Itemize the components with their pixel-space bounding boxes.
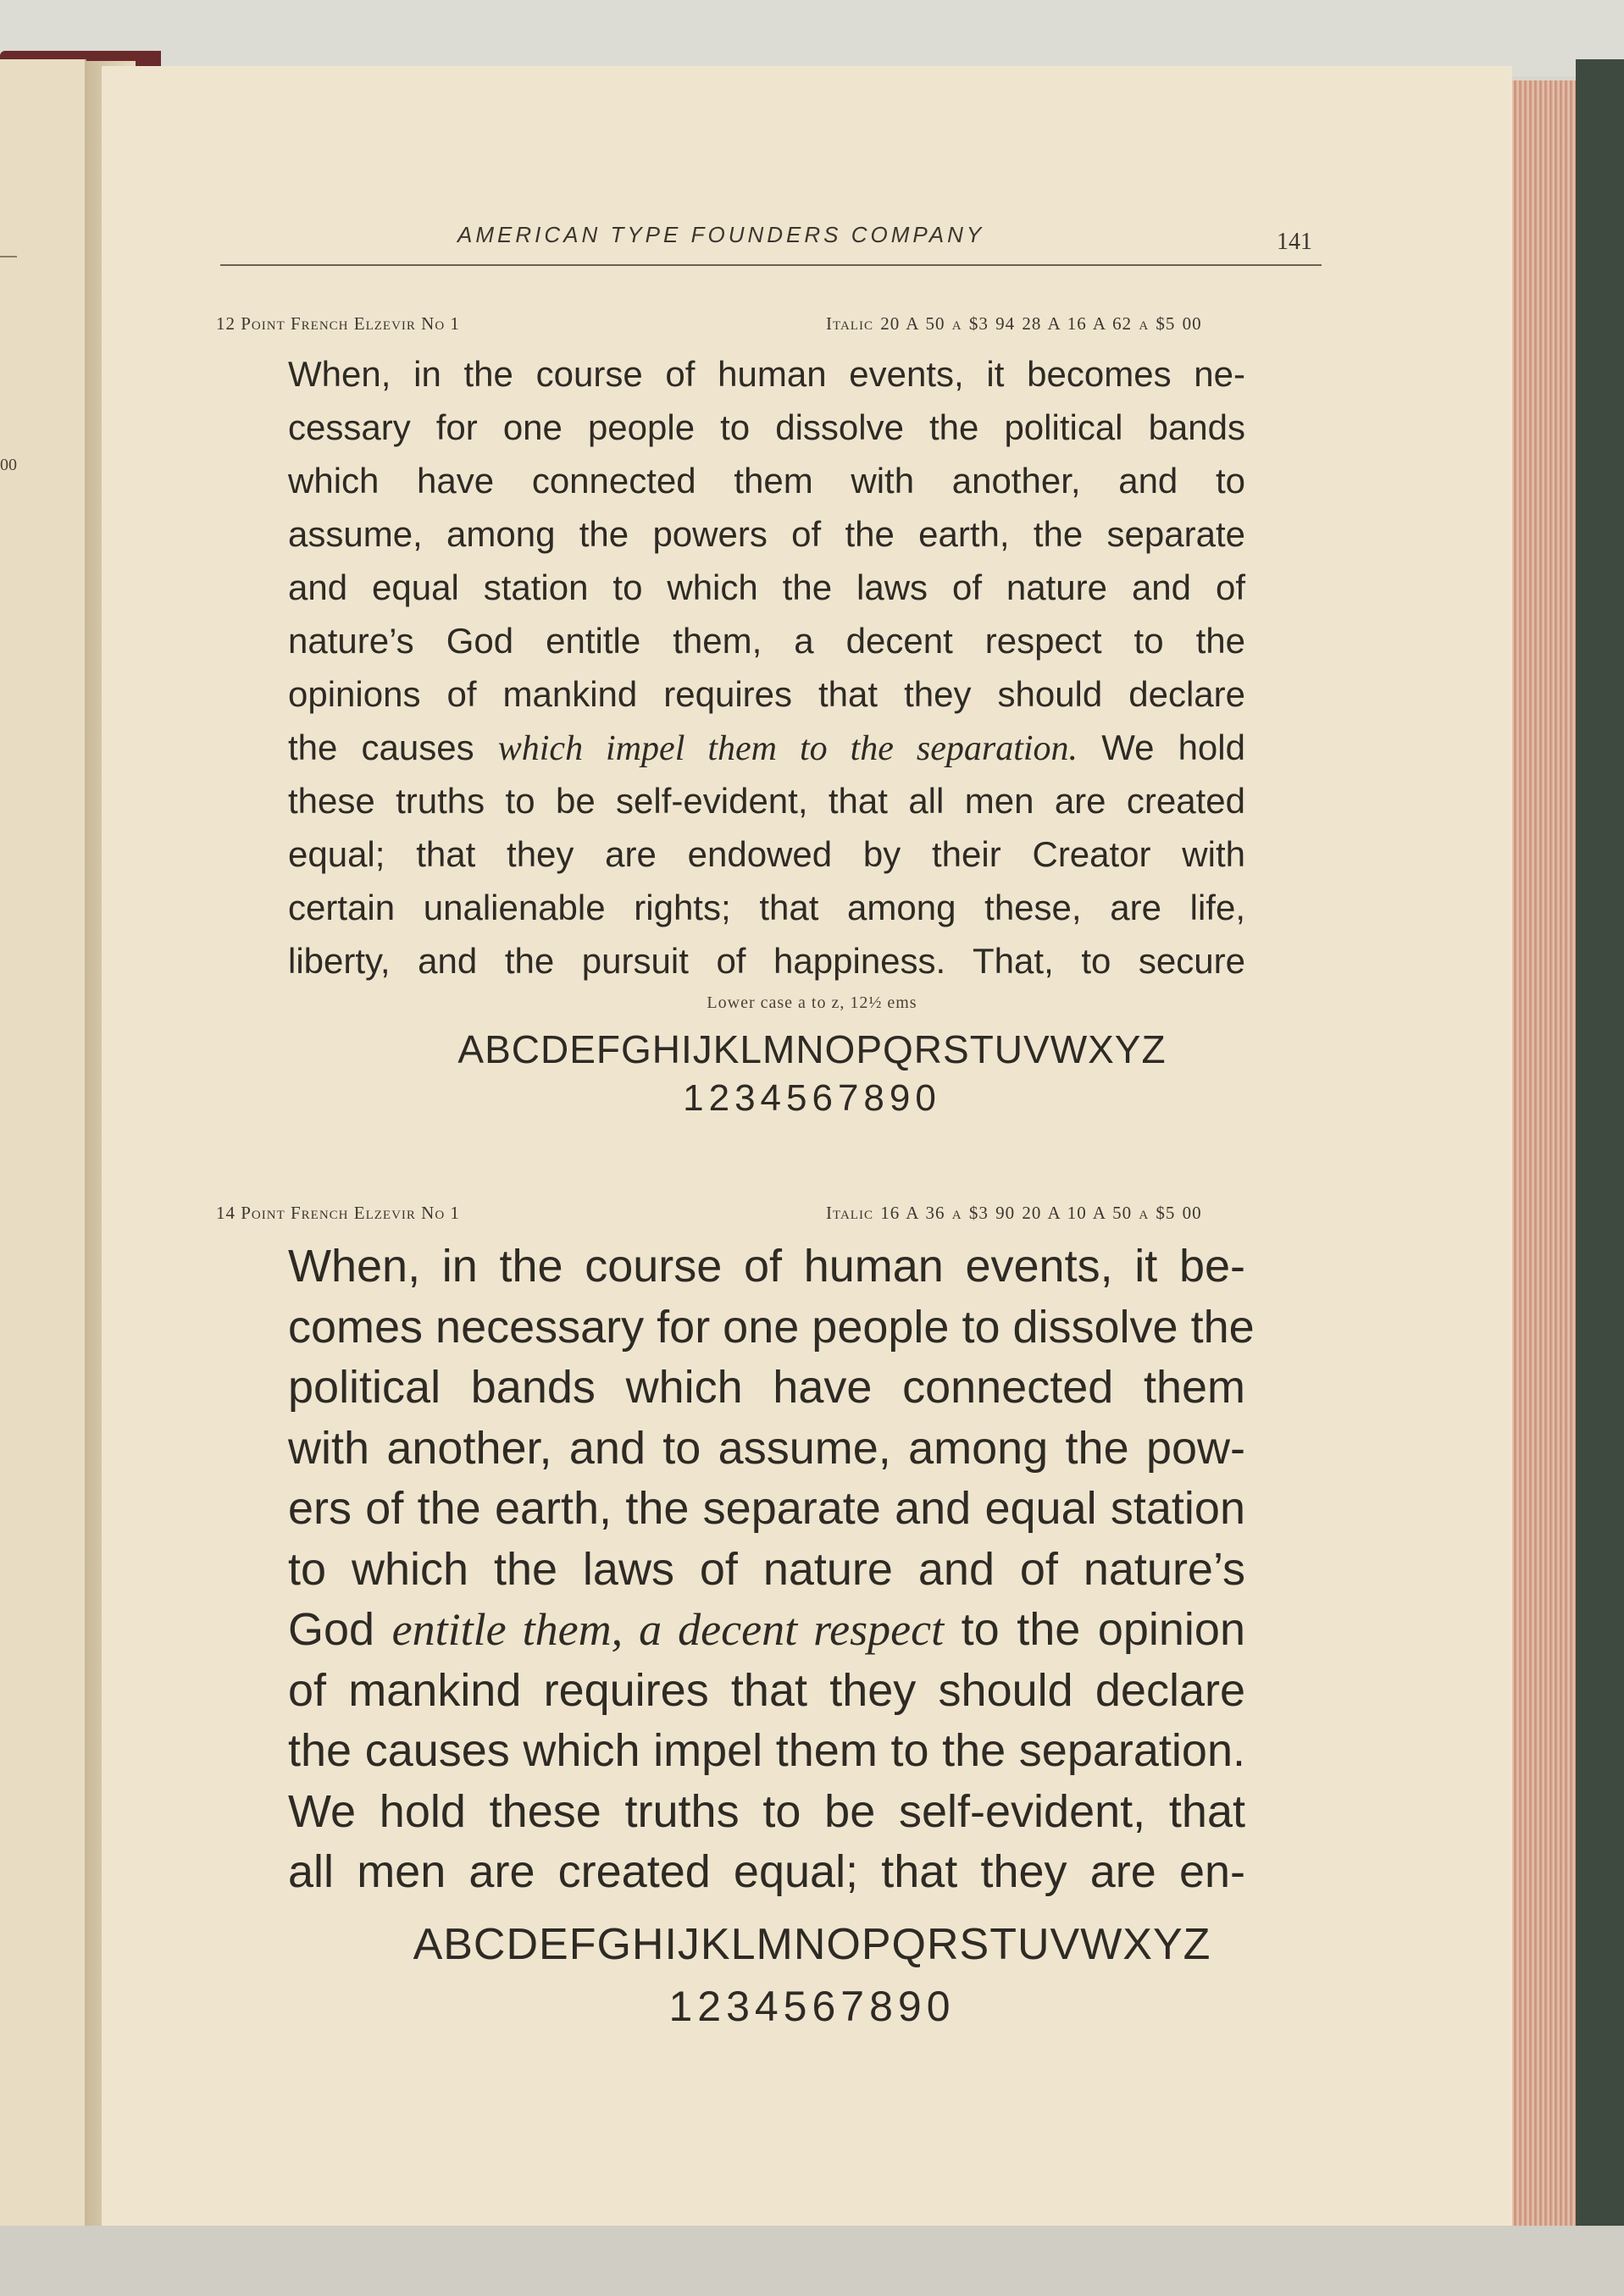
roman-text: God — [288, 1604, 392, 1655]
italic-text: entitle them, a decent respect — [391, 1604, 945, 1655]
italic-text: which impel them to the separation. — [497, 729, 1078, 768]
page-number: 141 — [1277, 229, 1312, 255]
text-line: these truths to be self-evident, that all men are created — [288, 781, 1245, 821]
specimen-12-note: Lower case a to z, 12½ ems — [707, 993, 917, 1012]
text-line: equal; that they are endowed by their Creator with — [288, 834, 1245, 874]
specimen-14-alphabet: ABCDEFGHIJKLMNOPQRSTUVWXYZ — [413, 1920, 1211, 1969]
text-line: with another, and to assume, among the pow- — [288, 1422, 1245, 1474]
specimen-12-figures: 1234567890 — [683, 1077, 941, 1119]
running-title: AMERICAN TYPE FOUNDERS COMPANY — [457, 222, 985, 247]
text-line: which have connected them with another, and to — [288, 461, 1245, 501]
text-line: ers of the earth, the separate and equal station — [288, 1483, 1245, 1534]
mixed-text-line — [288, 721, 1245, 774]
text-line: and equal station to which the laws of nature and of — [288, 567, 1245, 607]
right-page-edges — [1499, 80, 1584, 2232]
text-line: to which the laws of nature and of nature’s — [288, 1543, 1245, 1595]
text-line: assume, among the powers of the earth, the separate — [288, 514, 1245, 554]
text-line: nature’s God entitle them, a decent respect to the — [288, 621, 1245, 661]
specimen-12-pricing: Italic 20 A 50 a $3 94 28 A 16 A 62 a $5 00 — [826, 313, 1202, 334]
header-rule — [220, 264, 1322, 266]
text-line: all men are created equal; that they are en- — [288, 1846, 1245, 1897]
specimen-14-pricing: Italic 16 A 36 a $3 90 20 A 10 A 50 a $5 00 — [826, 1203, 1202, 1223]
left-page-rule — [0, 256, 17, 257]
text-line: political bands which have connected them — [288, 1362, 1245, 1413]
roman-text: to the opinion — [944, 1604, 1245, 1655]
text-line: liberty, and the pursuit of happiness. That, to secure — [288, 941, 1245, 981]
specimen-12-alphabet: ABCDEFGHIJKLMNOPQRSTUVWXYZ — [457, 1027, 1167, 1071]
text-line: of mankind requires that they should declare — [288, 1664, 1245, 1716]
text-line: When, in the course of human events, it be- — [288, 1241, 1245, 1292]
specimen-14-name: 14 Point French Elzevir No 1 — [216, 1203, 460, 1223]
roman-text: We hold — [1078, 728, 1245, 767]
left-page-number-fragment: 00 — [0, 456, 17, 474]
text-line: We hold these truths to be self-evident, that — [288, 1785, 1245, 1837]
roman-text: the causes — [288, 728, 498, 767]
specimen-14-text — [288, 1237, 1255, 1903]
mixed-text-line — [288, 1600, 1245, 1661]
background-bottom — [0, 2226, 1624, 2296]
text-line: comes necessary for one people to dissolve the — [288, 1301, 1255, 1353]
text-line: the causes which impel them to the separation. — [288, 1725, 1245, 1776]
specimen-14-figures: 1234567890 — [668, 1983, 956, 2030]
background-top — [0, 0, 1624, 76]
specimen-12-text — [288, 347, 1245, 988]
text-line: certain unalienable rights; that among these, are life, — [288, 888, 1245, 927]
specimen-12-name: 12 Point French Elzevir No 1 — [216, 313, 460, 334]
text-line: cessary for one people to dissolve the political bands — [288, 407, 1245, 447]
text-line: opinions of mankind requires that they should declare — [288, 674, 1245, 714]
text-line: When, in the course of human events, it becomes ne- — [288, 354, 1245, 394]
